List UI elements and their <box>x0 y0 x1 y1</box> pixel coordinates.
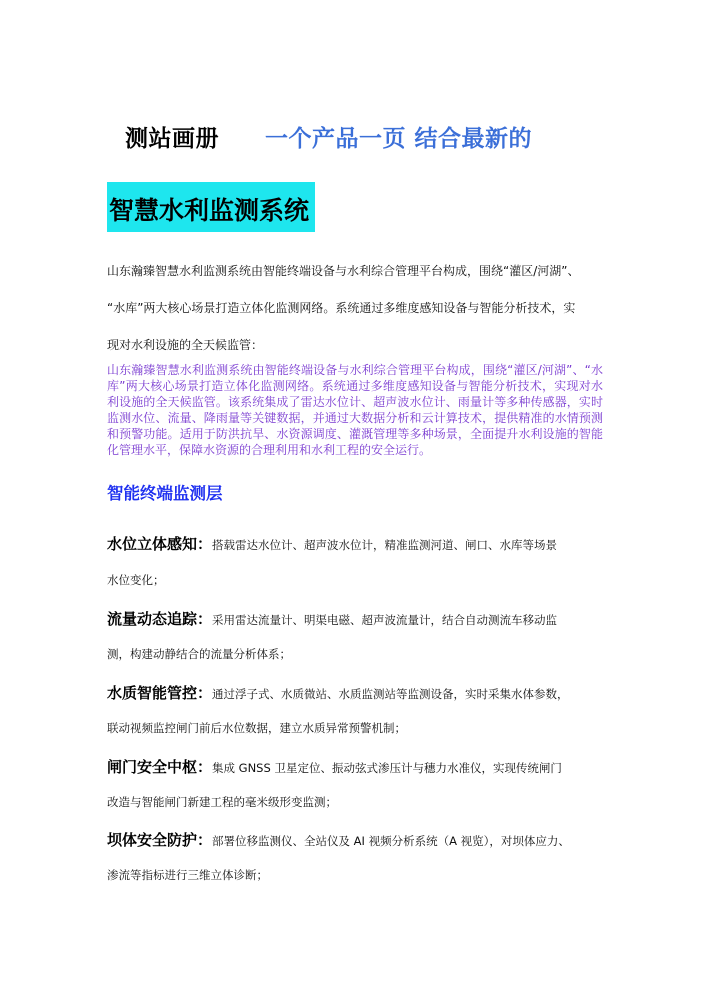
item-body: 通过浮子式、水质微站、水质监测站等监测设备，实时采集水体参数， <box>212 687 569 701</box>
intro-line-3: 现对水利设施的全天候监管： <box>107 338 264 352</box>
section-heading: 智能终端监测层 <box>107 484 223 503</box>
purple-paragraph: 山东瀚臻智慧水利监测系统由智能终端设备与水利综合管理平台构成，围绕“灌区/河湖”、“水库”两大核心场景打造立体化监测网络。系统通过多维度感知设备与智能分析技术，实现对水利设施的全天候监管。该系统集成了雷达水位计、超声波水位计、雨量计等多种传感器，实时监测水位、流量、降雨量等关键数据，并通过大数据分析和云计算技术，提供精准的水情预测和预警功能。适用于防洪抗旱、水资源调度、灌溉管理等多种场景，全面提升水利设施的智能化管理水平，保障水资源的合理利用和水利工程的安全运行。 <box>107 363 603 457</box>
item-body: 采用雷达流量计、明渠电磁、超声波流量计，结合自动测流车移动监 <box>212 613 558 627</box>
item-continuation: 改造与智能闸门新建工程的毫米级形变监测； <box>107 795 337 809</box>
item-body: 部署位移监测仪、全站仪及 AI 视频分析系统（A 视览），对坝体应力、 <box>212 834 570 848</box>
item-continuation: 水位变化； <box>107 573 165 587</box>
item-heading: 坝体安全防护： <box>107 831 213 849</box>
item-heading: 闸门安全中枢： <box>107 758 213 776</box>
item-heading: 水质智能管控： <box>107 684 213 702</box>
document-title <box>125 120 532 153</box>
intro-line-2: “水库”两大核心场景打造立体化监测网络。系统通过多维度感知设备与智能分析技术，实 <box>107 301 576 315</box>
item-continuation: 测，构建动静结合的流量分析体系； <box>107 647 291 661</box>
item-heading: 水位立体感知： <box>107 535 213 553</box>
list-item <box>107 533 557 554</box>
intro-line-1: 山东瀚臻智慧水利监测系统由智能终端设备与水利综合管理平台构成，围绕“灌区/河湖”、 <box>107 264 580 278</box>
highlighted-heading: 智慧水利监测系统 <box>107 182 315 232</box>
list-item <box>107 829 570 850</box>
list-item <box>107 756 562 777</box>
item-heading: 流量动态追踪： <box>107 610 213 628</box>
title-part-1: 测站画册 <box>125 126 219 152</box>
list-item <box>107 608 557 629</box>
item-body: 集成 GNSS 卫星定位、振动弦式渗压计与穗力水准仪，实现传统闸门 <box>212 761 562 775</box>
item-continuation: 渗流等指标进行三维立体诊断； <box>107 868 268 882</box>
item-body: 搭载雷达水位计、超声波水位计，精准监测河道、闸口、水库等场景 <box>212 538 558 552</box>
item-continuation: 联动视频监控闸门前后水位数据，建立水质异常预警机制； <box>107 721 406 735</box>
title-part-2: 一个产品一页 结合最新的 <box>265 126 533 152</box>
list-item <box>107 682 569 703</box>
